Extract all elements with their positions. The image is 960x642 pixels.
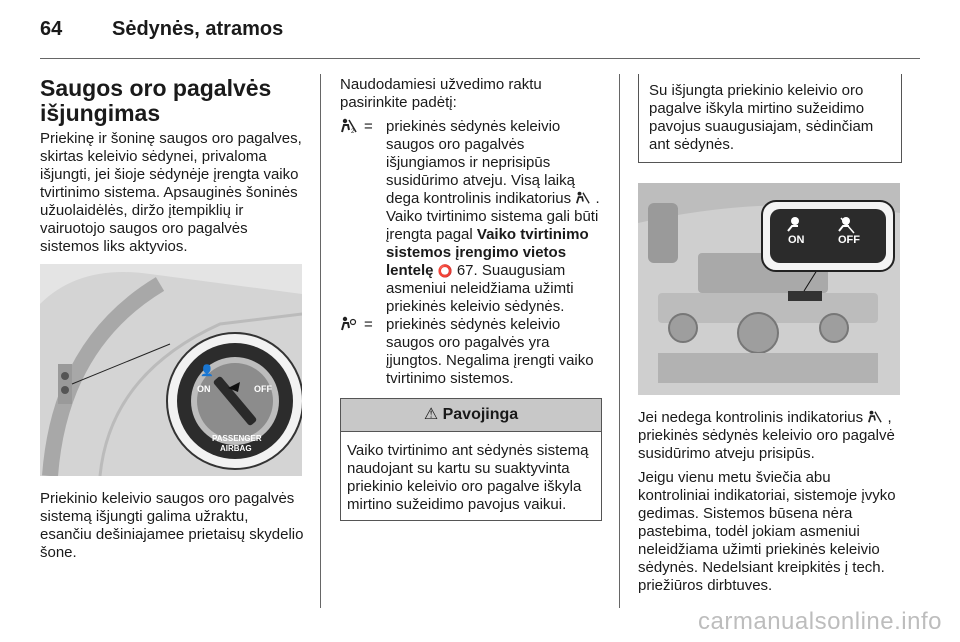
svg-text:ON: ON — [788, 234, 805, 246]
warning-triangle-icon: ⚠ — [423, 406, 439, 423]
note-box: Su išjungta priekinio keleivio oro pagalve iškyla mirtino sužeidimo pavojus suaugusiajam, sėdinčiam ant sėdynės. — [638, 74, 902, 163]
airbag-off-icon — [867, 409, 887, 426]
warning-title: Pavojinga — [442, 406, 519, 423]
svg-text:OFF: OFF — [838, 234, 860, 246]
dashboard-figure — [638, 183, 900, 395]
column-1 — [40, 76, 304, 562]
warning-header — [341, 399, 601, 432]
warning-text: Vaiko tvirtinimo ant sėdynės sistemą naudojant su kartu su suaktyvinta priekinio keleivio oro pagalve iškyla mirtino sužeidimo pavojus vaikui. — [347, 442, 589, 513]
svg-text:AIRBAG: AIRBAG — [220, 444, 252, 453]
airbag-off-icon — [575, 190, 595, 207]
airbag-switch-figure — [40, 264, 302, 476]
definition-airbag-on — [340, 316, 602, 388]
definition-airbag-off — [340, 118, 602, 316]
airbag-on-icon — [340, 316, 364, 388]
svg-text:👤: 👤 — [200, 365, 214, 377]
page-title: Sėdynės, atramos — [112, 18, 284, 40]
page-reference-icon: ⭕ — [437, 264, 453, 278]
column-2 — [340, 76, 602, 521]
warning-box — [340, 398, 602, 521]
definition-text: priekinės sėdynės keleivio saugos oro pagalvės yra įjungtos. Negalima įrengti vaiko tvirtinimo sistemos. — [386, 316, 594, 387]
paragraph-fault: Jeigu vienu metu šviečia abu kontroliniai indikatoriai, sistemoje įvyko gedimas. Sistemos būsena nėra pastebima, todėl jokiam asmeniui neleidžiama užimti priekinės keleivio sėdynės. Nedelsiant kreipkitės į tech. priežiūros dirbtuves. — [638, 469, 896, 594]
section-title: Saugos oro pagalvės išjungimas — [40, 75, 272, 126]
svg-text:PASSENGER: PASSENGER — [212, 434, 262, 443]
airbag-off-icon — [340, 118, 364, 316]
column-divider-2 — [619, 74, 620, 608]
svg-text:OFF: OFF — [254, 384, 272, 394]
figure-caption: Priekinio keleivio saugos oro pagalvės sistemą išjungti galima užraktu, esančiu dešiniajamee prietaisų skydelio šone. — [40, 490, 304, 561]
page-reference[interactable]: 67 — [456, 262, 474, 279]
svg-text:ON: ON — [197, 384, 211, 394]
equals-sign: = — [364, 316, 373, 333]
equals-sign: = — [364, 118, 373, 135]
column-3 — [638, 76, 902, 595]
watermark: carmanualsonline.info — [698, 608, 942, 635]
paragraph-indicator-off: Jei nedega kontrolinis indikatorius , priekinės sėdynės keleivio oro pagalvė susidūrimo atveju prisipūs. — [638, 409, 895, 462]
reference-link[interactable]: Vaiko tvirtinimo sistemos įrengimo vietos lentelę — [386, 226, 589, 279]
airbag-switch-illustration — [40, 264, 302, 476]
page-number: 64 — [40, 18, 63, 40]
page-header — [40, 18, 920, 58]
column-divider-1 — [320, 74, 321, 608]
definition-text: priekinės sėdynės keleivio saugos oro pagalvės išjungiamos ir neprisipūs susidūrimo atveju. Visą laiką dega kontrolinis indikatorius . Vaiko tvirtinimo sistema gali būti įrengta pagal Vaiko tvirtinimo sistemos įrengimo vietos lentelę ⭕ 67. Suaugusiam asmeniui neleidžiama užimti priekinės keleivio sėdynės. — [386, 118, 600, 315]
position-intro: Naudodamiesi užvedimo raktu pasirinkite padėtį: — [340, 76, 542, 111]
dashboard-illustration — [638, 183, 900, 395]
header-rule — [40, 58, 920, 59]
svg-text:2: 2 — [351, 129, 355, 134]
intro-paragraph: Priekinę ir šoninę saugos oro pagalves, skirtas keleivio sėdynei, privaloma išjungti, jei šioje sėdynėje įrengta vaiko tvirtinimo sistema. Apsauginės šoninės užuolaidėlės, diržo įtempiklių ir vairuotojo saugos oro pagalvės sistemos liks aktyvios. — [40, 130, 302, 255]
